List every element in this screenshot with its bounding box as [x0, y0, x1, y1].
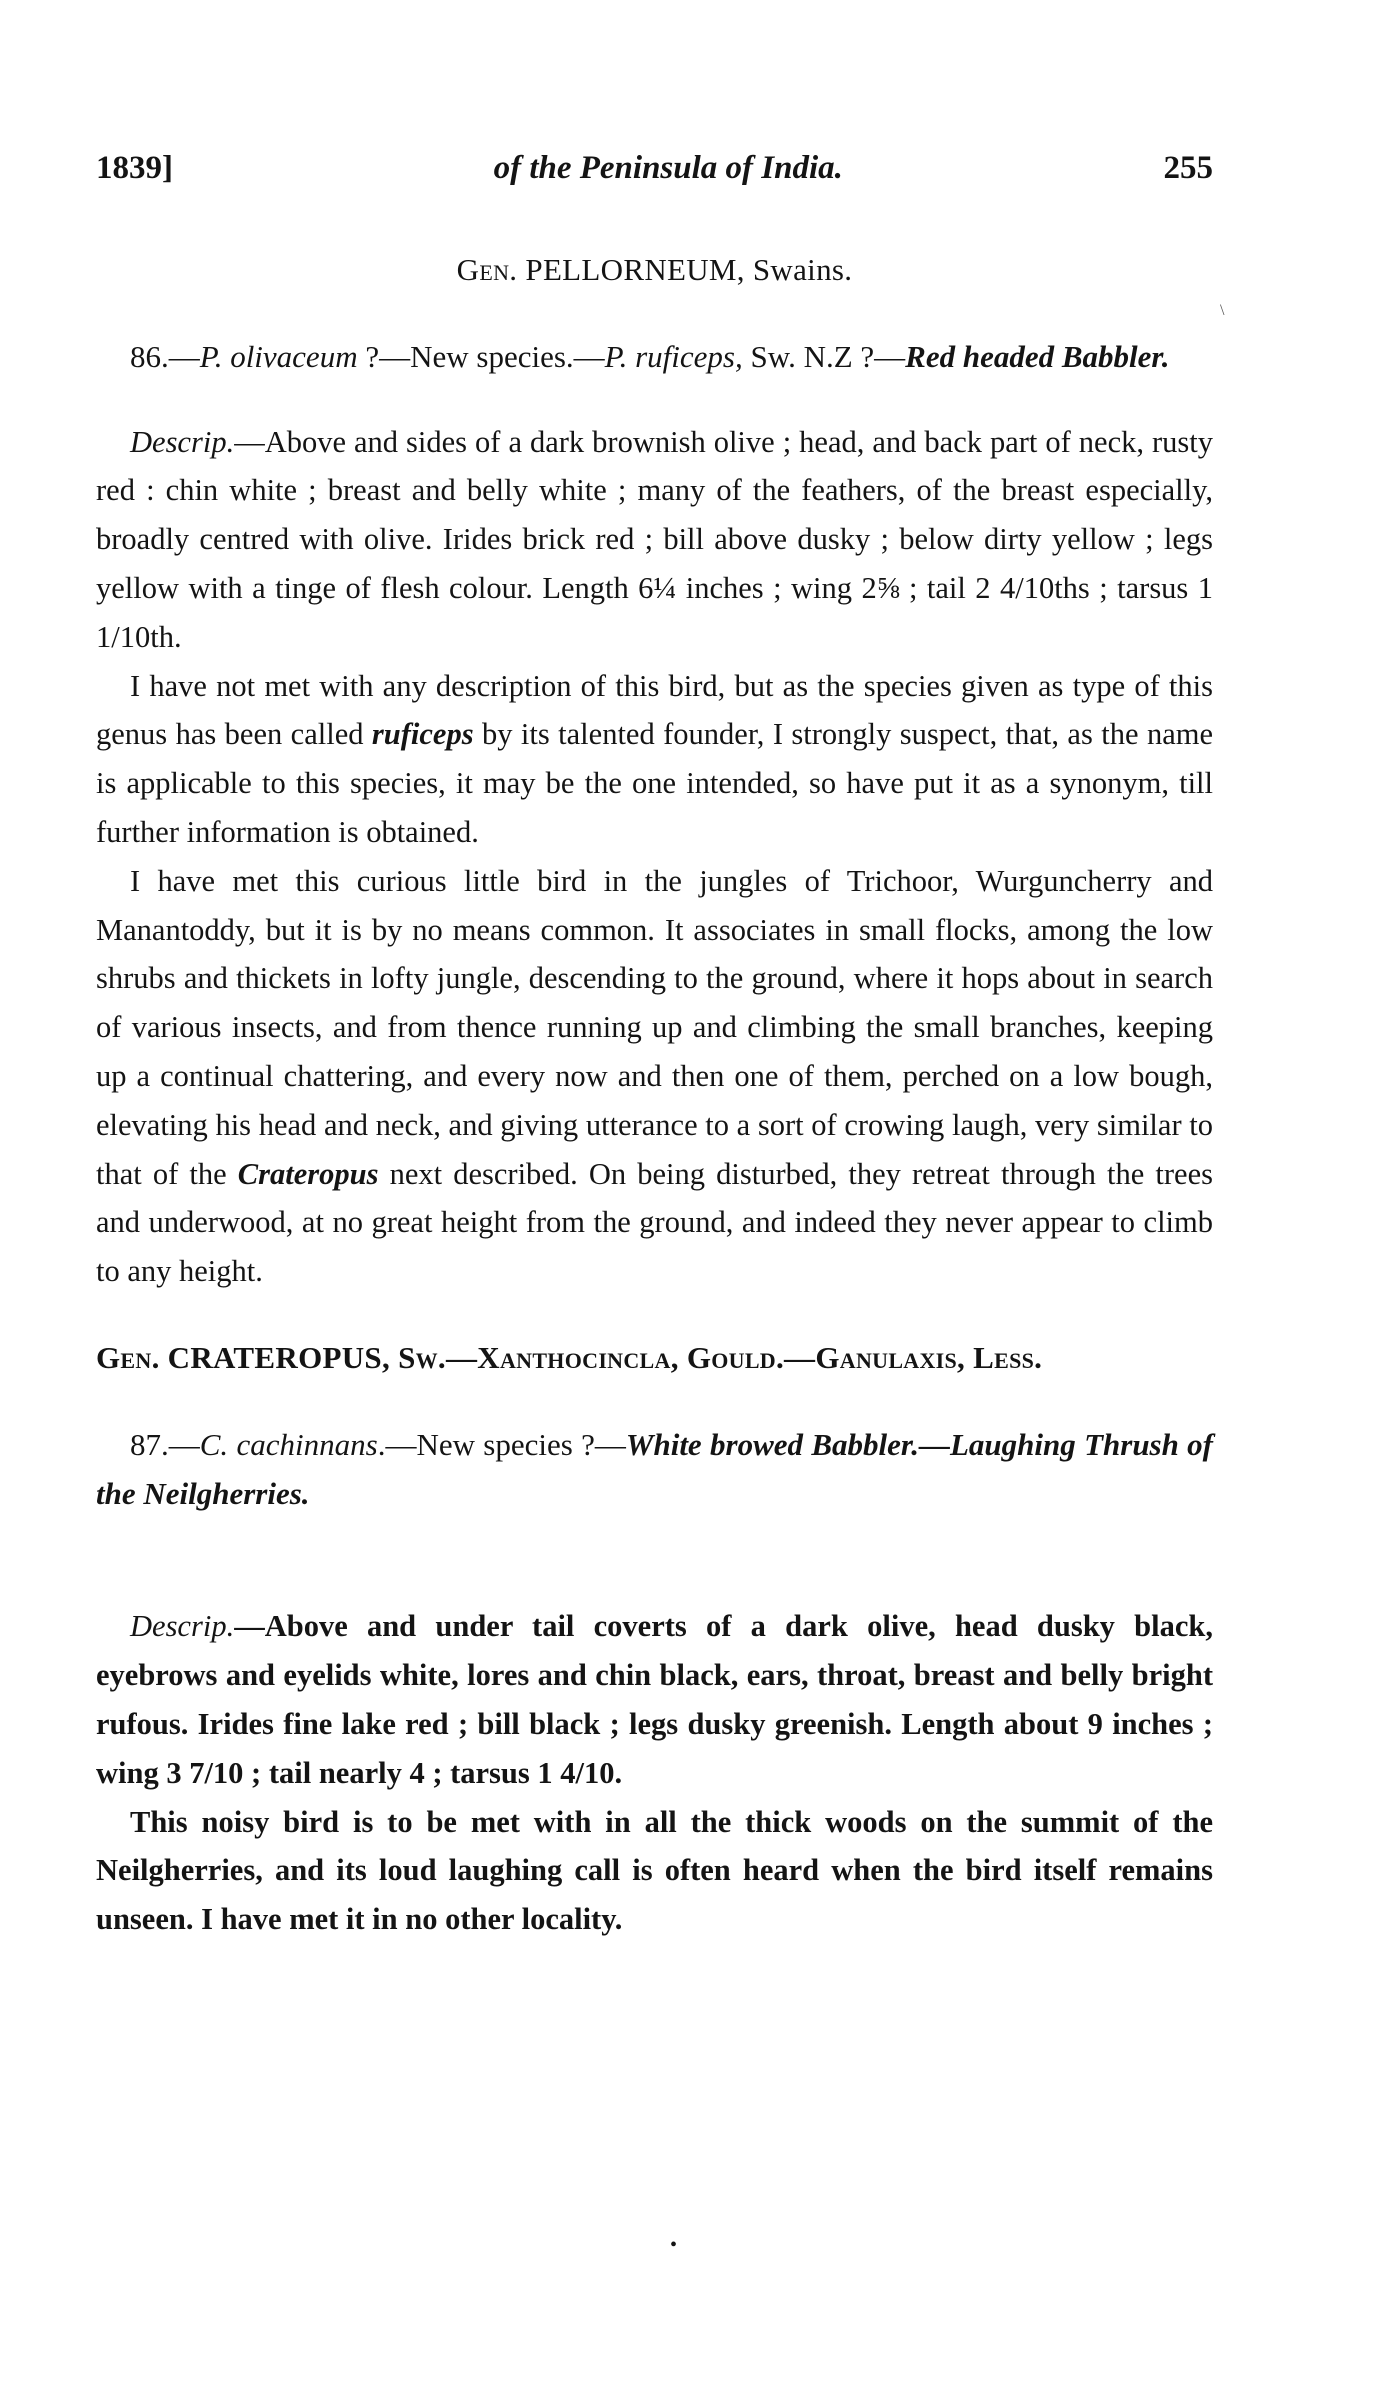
stray-mark: • [670, 2234, 678, 2256]
paragraph-86-habits: I have met this curious little bird in the jungles of Trichoor, Wurguncherry and Manantoddy, but it is by no means common. It associates in small flocks, among the low shrubs and thickets in lofty jungle, descending to the ground, where it hops about in search of various insects, and from thence running up and climbing the small branches, keeping up a continual chattering, and every now and then one of them, perched on a low bough, elevating his head and neck, and giving utterance to a sort of crowing laugh, very similar to that of the Crateropus next described. On being disturbed, they retreat through the trees and underwood, at no great height from the ground, and indeed they never appear to climb to any height. [96, 863, 1213, 1289]
description-87: Descrip.—Above and under tail coverts of a dark olive, head dusky black, eyebrows and eyelids white, lores and chin black, ears, throat, breast and belly bright rufous. Irides fine lake red ; bill black ; legs dusky greenish. Length about 9 inches ; wing 3 7/10 ; tail nearly 4 ; tarsus 1 4/10. [96, 1609, 1213, 1790]
page-body [96, 246, 1213, 1944]
stray-mark: \ [1220, 302, 1225, 319]
page-number: 255 [1163, 150, 1213, 186]
genus-heading-pellorneum: Gen. PELLORNEUM, Swains. [456, 252, 853, 287]
genus-heading-crateropus: Gen. CRATEROPUS, Sw.—Xanthocincla, Gould.—Ganulaxis, Less. [96, 1339, 1043, 1375]
description-86: Descrip.—Above and sides of a dark brownish olive ; head, and back part of neck, rusty red : chin white ; breast and belly white ; many of the feathers, of the breast especially, broadly centred with olive. Irides brick red ; bill above dusky ; below dirty yellow ; legs yellow with a tinge of flesh colour. Length 6¼ inches ; wing 2⅝ ; tail 2 4/10ths ; tarsus 1 1/10th. [96, 424, 1213, 654]
paragraph-86-synonym: I have not met with any description of this bird, but as the species given as type of this genus has been called ruficeps by its talented founder, I strongly suspect, that, as the name is applicable to this species, it may be the one intended, so have put it as a synonym, till further information is obtained. [96, 668, 1213, 849]
species-heading-87: 87.—C. cachinnans.—New species ?—White browed Babbler.—Laughing Thrush of the Neilgherries. [96, 1426, 1214, 1511]
running-header [96, 150, 1213, 187]
paragraph-87-habits: This noisy bird is to be met with in all the thick woods on the summit of the Neilgherries, and its loud laughing call is often heard when the bird itself remains unseen. I have met it in no other locality. [96, 1804, 1213, 1937]
running-title: of the Peninsula of India. [493, 150, 843, 186]
year: 1839] [96, 150, 173, 186]
species-heading-86: 86.—P. olivaceum ?—New species.—P. ruficeps, Sw. N.Z ?—Red headed Babbler. [130, 338, 1170, 374]
